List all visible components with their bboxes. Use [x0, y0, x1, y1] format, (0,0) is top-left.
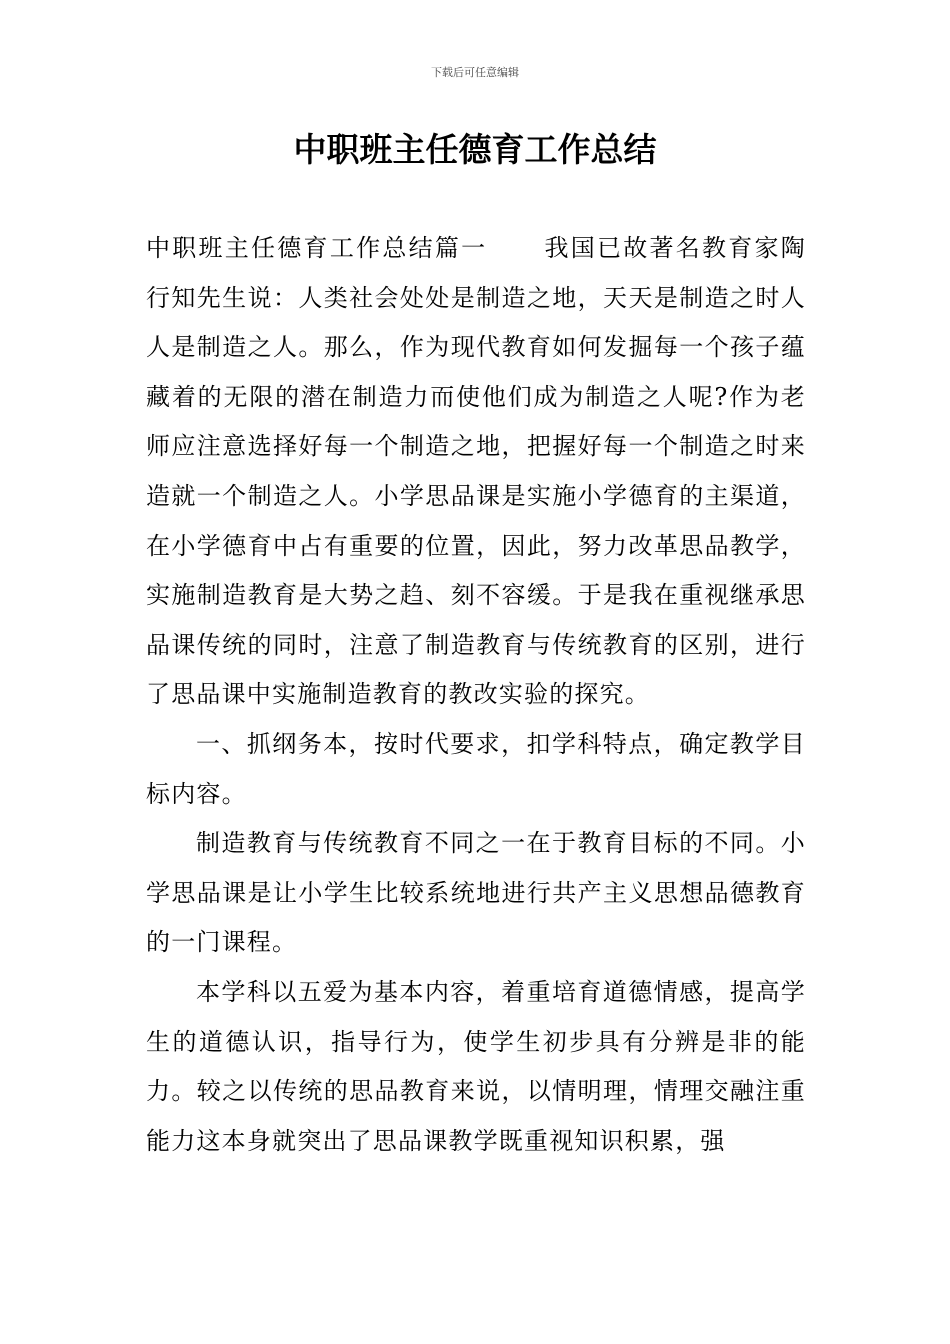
paragraph-section-heading: 一、抓纲务本，按时代要求，扣学科特点，确定教学目标内容。 — [146, 729, 806, 808]
header-note: 下载后可任意编辑 — [431, 66, 519, 79]
document-title: 中职班主任德育工作总结 — [293, 130, 657, 169]
document-body — [146, 224, 806, 1166]
paragraph-text: 我国已故著名教育家陶行知先生说：人类社会处处是制造之地，天天是制造之时人人是制造之人。那么，作为现代教育如何发掘每一个孩子蕴藏着的无限的潜在制造力而使他们成为制造之人呢?作为老师应注意选择好每一个制造之地，把握好每一个制造之时来造就一个制造之人。小学思品课是实施小学德育的主渠道，在小学德育中占有重要的位置，因此，努力改革思品教学，实施制造教育是大势之趋、刻不容缓。于是我在重视继承思品课传统的同时，注意了制造教育与传统教育的区别，进行了思品课中实施制造教育的教改实验的探究。 — [146, 234, 806, 709]
paragraph-intro — [146, 224, 806, 720]
paragraph-body: 制造教育与传统教育不同之一在于教育目标的不同。小学思品课是让小学生比较系统地进行共产主义思想品德教育的一门课程。 — [146, 829, 806, 957]
paragraph-lead: 中职班主任德育工作总结篇一 — [146, 234, 488, 262]
paragraph-body: 本学科以五爱为基本内容，着重培育道德情感，提高学生的道德认识，指导行为，使学生初步具有分辨是非的能力。较之以传统的思品教育来说，以情明理，情理交融注重能力这本身就突出了思品课教学既重视知识积累，强 — [146, 977, 806, 1155]
